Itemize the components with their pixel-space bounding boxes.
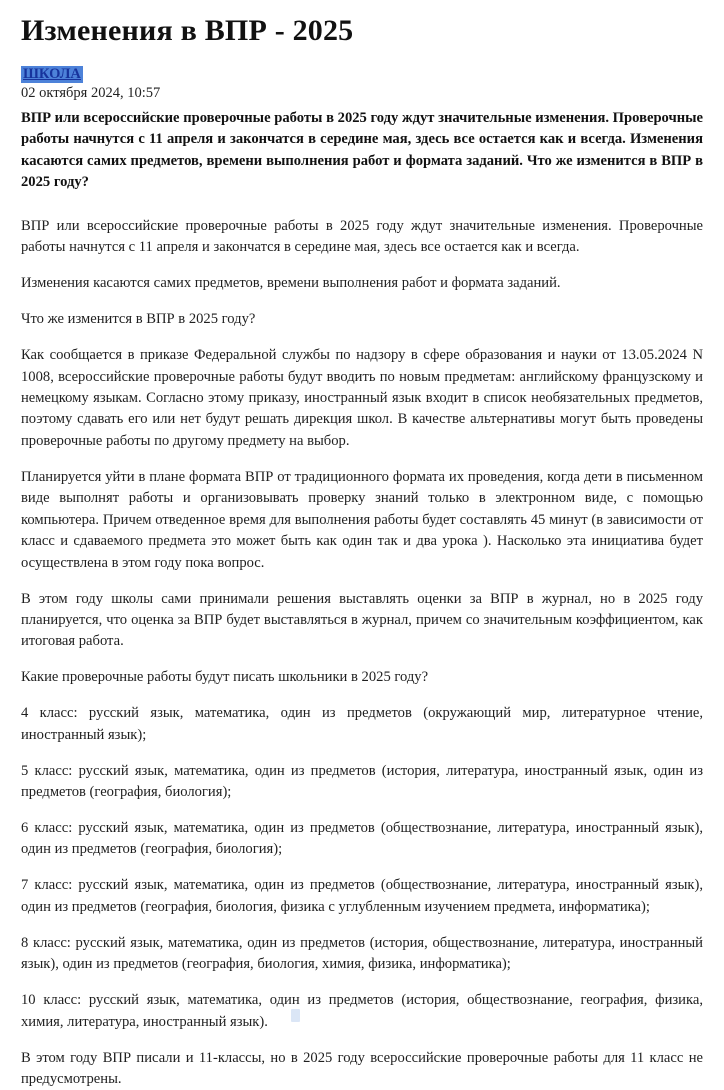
paragraph: Изменения касаются самих предметов, времени выполнения работ и формата заданий. <box>21 273 703 294</box>
paragraph: 6 класс: русский язык, математика, один из предметов (обществознание, литература, иностранный язык), один из предметов (география, биология); <box>21 818 703 861</box>
paragraph: Что же изменится в ВПР в 2025 году? <box>21 309 703 330</box>
paragraph: В этом году школы сами принимали решения выставлять оценки за ВПР в журнал, но в 2025 году планируется, что оценка за ВПР будет выставляться в журнал, причем со значительным коэффициентом, как итоговая работа. <box>21 589 703 653</box>
paragraph: ВПР или всероссийские проверочные работы в 2025 году ждут значительные изменения. Проверочные работы начнутся с 11 апреля и закончатся в середине мая, здесь все остается как и всегда. <box>21 216 703 259</box>
paragraph: Планируется уйти в плане формата ВПР от традиционного формата их проведения, когда дети в письменном виде выполнят работы и организовывать проверку знаний только в электронном виде, с помощью компьютера. Причем отведенное время для выполнения работы будет составлять 45 минут (в зависимости от класс и сдаваемого предмета это может быть как один так и два урока ). Насколько эта инициатива будет осуществлена в этом году пока вопрос. <box>21 467 703 574</box>
page-title: Изменения в ВПР - 2025 <box>21 14 703 49</box>
article-body <box>21 216 703 1090</box>
footer-marker <box>291 1009 300 1022</box>
paragraph: 10 класс: русский язык, математика, один из предметов (история, обществознание, география, физика, химия, литература, иностранный язык). <box>21 990 703 1033</box>
paragraph: 8 класс: русский язык, математика, один из предметов (история, обществознание, литература, иностранный язык), один из предметов (география, биология, химия, физика, информатика); <box>21 933 703 976</box>
paragraph: В этом году ВПР писали и 11-классы, но в 2025 году всероссийские проверочные работы для 11 класс не предусмотрены. <box>21 1048 703 1090</box>
paragraph: Как сообщается в приказе Федеральной службы по надзору в сфере образования и науки от 13.05.2024 N 1008, всероссийские проверочные работы будут вводить по новым предметам: английскому французскому и немецкому языкам. Согласно этому приказу, иностранный язык входит в список необязательных предметов, поэтому сдавать его или нет будут решать дирекция школ. В качестве альтернативы могут быть проведены проверочные работы по другому предмету на выбор. <box>21 345 703 452</box>
paragraph: 4 класс: русский язык, математика, один из предметов (окружающий мир, литературное чтение, иностранный язык); <box>21 703 703 746</box>
paragraph: Какие проверочные работы будут писать школьники в 2025 году? <box>21 667 703 688</box>
source-link[interactable]: ШКОЛА <box>21 66 83 83</box>
lead-paragraph: ВПР или всероссийские проверочные работы в 2025 году ждут значительные изменения. Проверочные работы начнутся с 11 апреля и закончатся в середине мая, здесь все остается как и всегда. Изменения касаются самих предметов, времени выполнения работ и формата заданий. Что же изменится в ВПР в 2025 году? <box>21 108 703 194</box>
publish-date: 02 октября 2024, 10:57 <box>21 85 703 102</box>
paragraph: 7 класс: русский язык, математика, один из предметов (обществознание, литература, иностранный язык), один из предметов (география, биология, физика с углубленным изучением предмета, информатика); <box>21 875 703 918</box>
paragraph: 5 класс: русский язык, математика, один из предметов (история, литература, иностранный язык, один из предметов (география, биология); <box>21 761 703 804</box>
